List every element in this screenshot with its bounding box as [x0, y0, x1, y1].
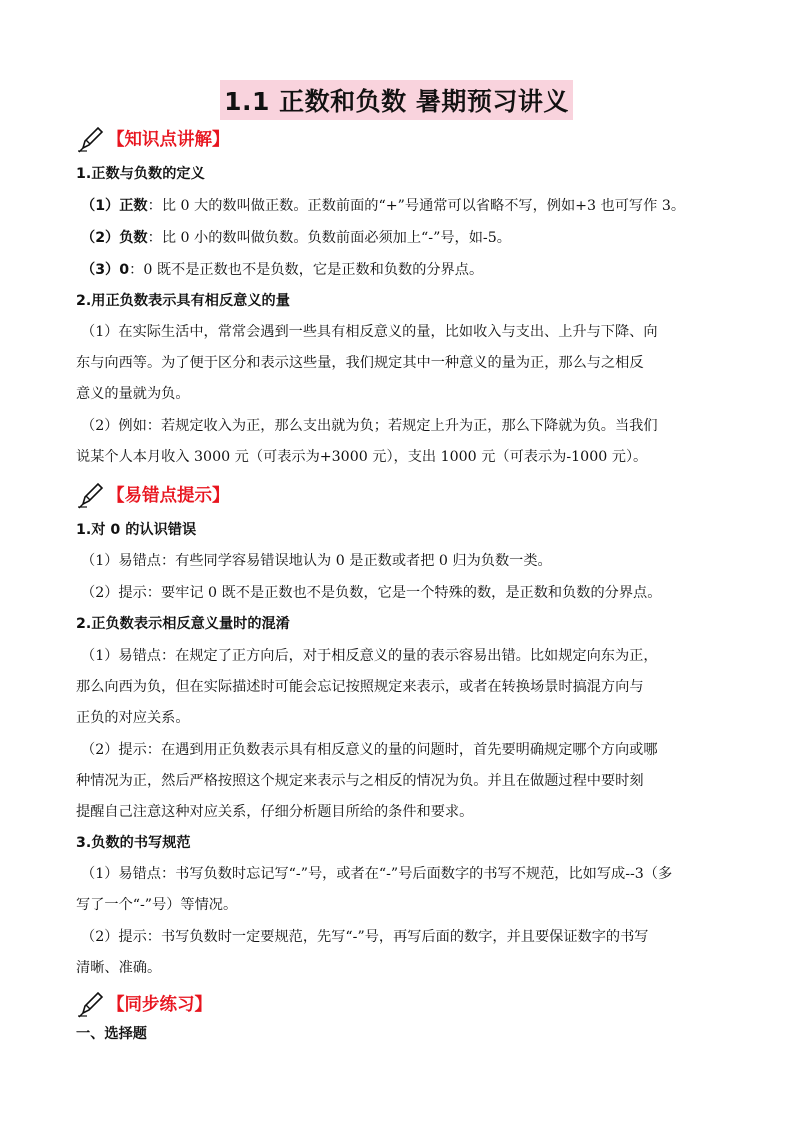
knowledge-s2-p1-line3: 意义的量就为负。	[76, 386, 190, 402]
mistakes-m3-title: 3.负数的书写规范	[76, 835, 191, 851]
page-title: 1.1 正数和负数 暑期预习讲义	[220, 80, 573, 120]
s1-p1-text: ：比 0 大的数叫做正数。正数前面的“+”号通常可以省略不写，例如+3 也可写作 3。	[147, 198, 686, 214]
knowledge-s2-p2-line1: （2）例如：若规定收入为正，那么支出就为负；若规定上升为正，那么下降就为负。当我们	[81, 418, 658, 434]
s1-p1-label: （1）正数	[81, 198, 148, 214]
mistakes-m2-p2-line1: （2）提示：在遇到用正负数表示具有相反意义的量的问题时，首先要明确规定哪个方向或哪	[81, 742, 658, 758]
title-wrap	[0, 80, 793, 120]
mistakes-m1-p2: （2）提示：要牢记 0 既不是正数也不是负数，它是一个特殊的数，是正数和负数的分界点。	[81, 585, 662, 601]
pencil-icon	[76, 123, 106, 153]
mistakes-m3-p2-line1: （2）提示：书写负数时一定要规范，先写“-”号，再写后面的数字，并且要保证数字的书写	[81, 929, 649, 945]
practice-subheading: 一、选择题	[76, 1026, 147, 1042]
mistakes-m2-p1-line2: 那么向西为负，但在实际描述时可能会忘记按照规定来表示，或者在转换场景时搞混方向与	[76, 679, 644, 695]
knowledge-s1-p3	[81, 260, 731, 280]
s1-p2-text: ：比 0 小的数叫做负数。负数前面必须加上“-”号，如-5。	[147, 230, 511, 246]
knowledge-s1-p2	[81, 228, 731, 248]
section-practice-heading	[76, 987, 212, 1019]
section-knowledge-label: 【知识点讲解】	[107, 129, 230, 150]
pencil-icon	[76, 988, 106, 1018]
knowledge-s2-p1-line2: 东与向西等。为了便于区分和表示这些量，我们规定其中一种意义的量为正，那么与之相反	[76, 355, 644, 371]
mistakes-m2-p2-line2: 种情况为正，然后严格按照这个规定来表示与之相反的情况为负。并且在做题过程中要时刻	[76, 773, 644, 789]
section-practice-label: 【同步练习】	[107, 994, 212, 1015]
section-knowledge-heading	[76, 122, 230, 154]
pencil-icon	[76, 479, 106, 509]
s1-p3-text: ：0 既不是正数也不是负数，它是正数和负数的分界点。	[129, 262, 484, 278]
knowledge-s2-p1-line1: （1）在实际生活中，常常会遇到一些具有相反意义的量，比如收入与支出、上升与下降、向	[81, 324, 658, 340]
knowledge-s1-p1	[81, 196, 731, 216]
section-mistakes-label: 【易错点提示】	[107, 485, 230, 506]
knowledge-s1-title: 1.正数与负数的定义	[76, 166, 205, 182]
mistakes-m1-title: 1.对 0 的认识错误	[76, 522, 197, 538]
s1-p2-label: （2）负数	[81, 230, 148, 246]
mistakes-m1-p1: （1）易错点：有些同学容易错误地认为 0 是正数或者把 0 归为负数一类。	[81, 553, 552, 569]
mistakes-m3-p2-line2: 清晰、准确。	[76, 960, 162, 976]
mistakes-m2-title: 2.正负数表示相反意义量时的混淆	[76, 616, 290, 632]
section-mistakes-heading	[76, 478, 230, 510]
mistakes-m2-p1-line3: 正负的对应关系。	[76, 710, 190, 726]
mistakes-m2-p2-line3: 提醒自己注意这种对应关系，仔细分析题目所给的条件和要求。	[76, 804, 474, 820]
mistakes-m3-p1-line2: 写了一个“-”号）等情况。	[76, 897, 238, 913]
knowledge-s2-p2-line2: 说某个人本月收入 3000 元（可表示为+3000 元），支出 1000 元（可表示为-1000 元）。	[76, 449, 648, 465]
s1-p3-label: （3）0	[81, 262, 130, 278]
mistakes-m3-p1-line1: （1）易错点：书写负数时忘记写“-”号，或者在“-”号后面数字的书写不规范，比如写成--3（多	[81, 866, 673, 882]
mistakes-m2-p1-line1: （1）易错点：在规定了正方向后，对于相反意义的量的表示容易出错。比如规定向东为正，	[81, 648, 658, 664]
knowledge-s2-title: 2.用正负数表示具有相反意义的量	[76, 293, 290, 309]
